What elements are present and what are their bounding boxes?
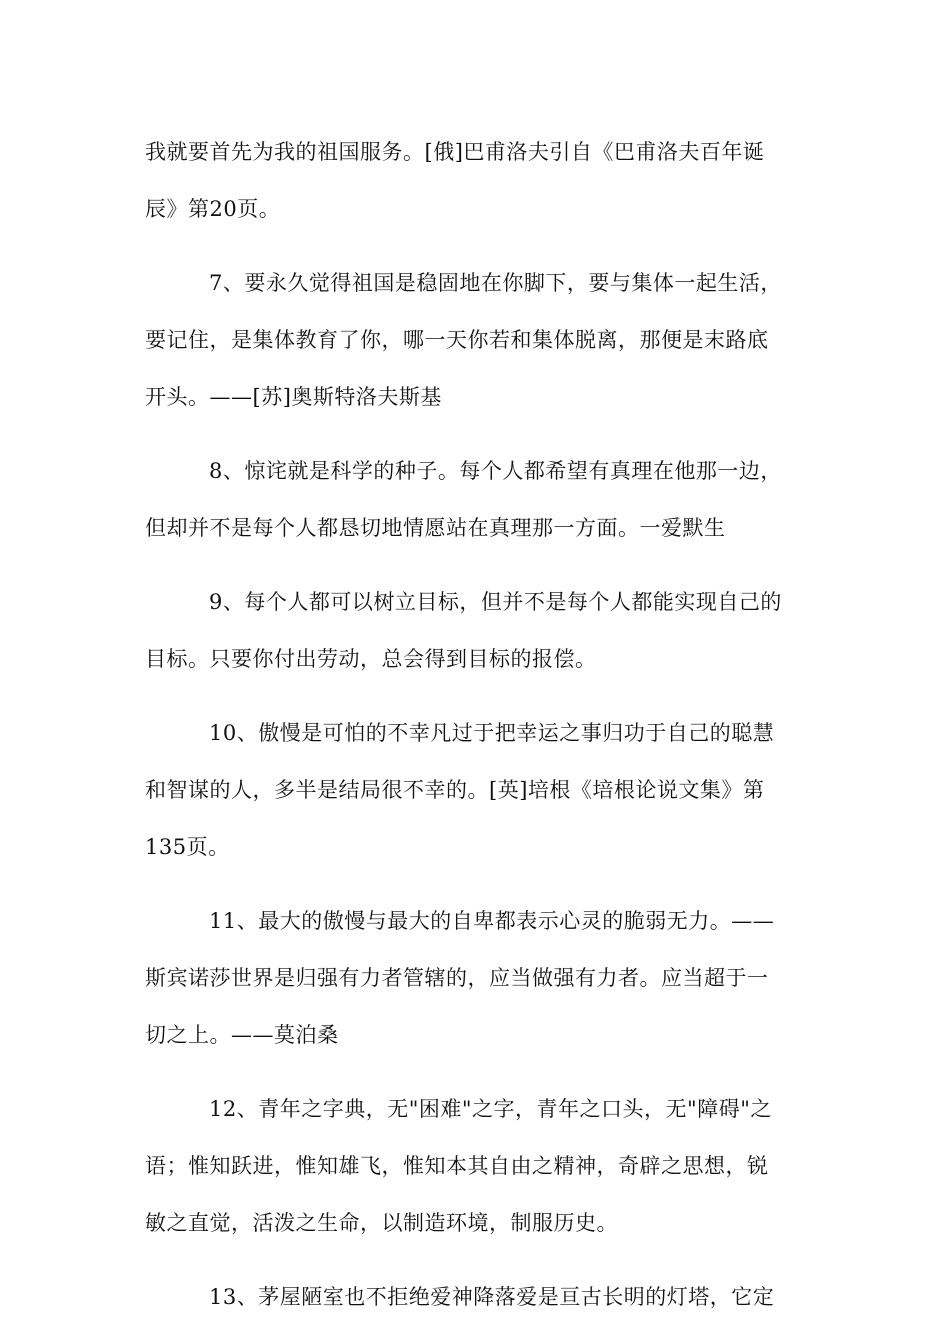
text-line: 开头。——[苏]奥斯特洛夫斯基 <box>145 385 442 409</box>
quote-7-line: 7、要永久觉得祖国是稳固地在你脚下，要与集体一起生活， <box>209 271 782 295</box>
text-line: 辰》第20页。 <box>145 197 281 221</box>
text-line: 我就要首先为我的祖国服务。[俄]巴甫洛夫引自《巴甫洛夫百年诞 <box>145 140 765 164</box>
quote-8-line: 8、惊诧就是科学的种子。每个人都希望有真理在他那一边， <box>209 459 782 483</box>
text-line: 斯宾诺莎世界是归强有力者管辖的，应当做强有力者。应当超于一 <box>145 966 769 990</box>
text-line: 切之上。——莫泊桑 <box>145 1023 339 1047</box>
quote-12-line: 12、青年之字典，无"困难"之字，青年之口头，无"障碍"之 <box>209 1097 772 1121</box>
quote-9-line: 9、每个人都可以树立目标，但并不是每个人都能实现自己的 <box>209 590 782 614</box>
text-line: 和智谋的人，多半是结局很不幸的。[英]培根《培根论说文集》第 <box>145 778 765 802</box>
quote-11-line: 11、最大的傲慢与最大的自卑都表示心灵的脆弱无力。—— <box>209 909 775 933</box>
text-line: 敏之直觉，活泼之生命，以制造环境，制服历史。 <box>145 1211 618 1235</box>
quote-10-line: 10、傲慢是可怕的不幸凡过于把幸运之事归功于自己的聪慧 <box>209 721 775 745</box>
text-line: 135页。 <box>145 835 230 859</box>
text-line: 但却并不是每个人都恳切地情愿站在真理那一方面。一爱默生 <box>145 516 726 540</box>
quote-13-line: 13、茅屋陋室也不拒绝爱神降落爱是亘古长明的灯塔，它定 <box>209 1285 775 1309</box>
text-line: 要记住，是集体教育了你，哪一天你若和集体脱离，那便是末路底 <box>145 328 769 352</box>
text-line: 目标。只要你付出劳动，总会得到目标的报偿。 <box>145 647 597 671</box>
body-text <box>145 130 810 1332</box>
text-line: 语；惟知跃进，惟知雄飞，惟知本其自由之精神，奇辟之思想，锐 <box>145 1154 769 1178</box>
